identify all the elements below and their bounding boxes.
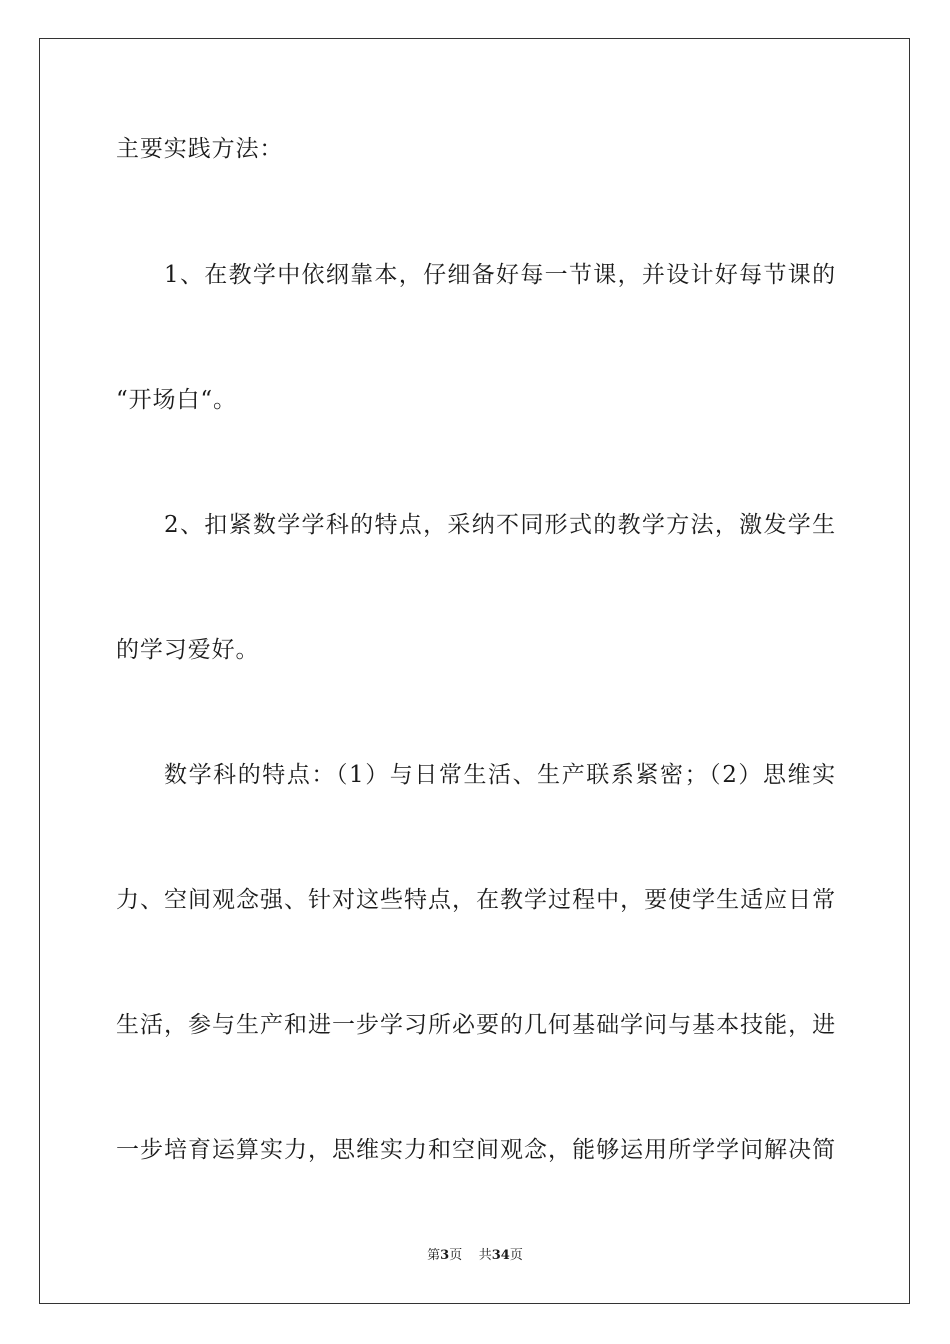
text-line-9: 一步培育运算实力，思维实力和空间观念，能够运用所学学问解决简 <box>116 1137 836 1163</box>
footer-total-pages: 34 <box>491 1248 510 1263</box>
footer-page-number: 3 <box>440 1248 450 1263</box>
text-line-5: 的学习爱好。 <box>116 637 260 663</box>
page-footer <box>0 1247 950 1265</box>
text-line-4: 2、扣紧数学学科的特点，采纳不同形式的教学方法，激发学生 <box>164 512 836 538</box>
footer-total-suffix: 页 <box>509 1248 523 1263</box>
text-line-8: 生活，参与生产和进一步学习所必要的几何基础学问与基本技能，进 <box>116 1012 836 1038</box>
text-line-3: “开场白“。 <box>116 387 237 413</box>
text-line-6: 数学科的特点：（1）与日常生活、生产联系紧密；（2）思维实 <box>164 762 836 788</box>
text-line-7: 力、空间观念强、针对这些特点，在教学过程中，要使学生适应日常 <box>116 887 836 913</box>
text-line-1: 主要实践方法： <box>116 136 284 162</box>
footer-total-prefix: 共 <box>478 1248 492 1263</box>
footer-page-suffix: 页 <box>449 1248 463 1263</box>
footer-page-prefix: 第 <box>427 1248 441 1263</box>
text-line-2: 1、在教学中依纲靠本，仔细备好每一节课，并设计好每节课的 <box>164 262 836 288</box>
page-frame <box>39 38 910 1304</box>
